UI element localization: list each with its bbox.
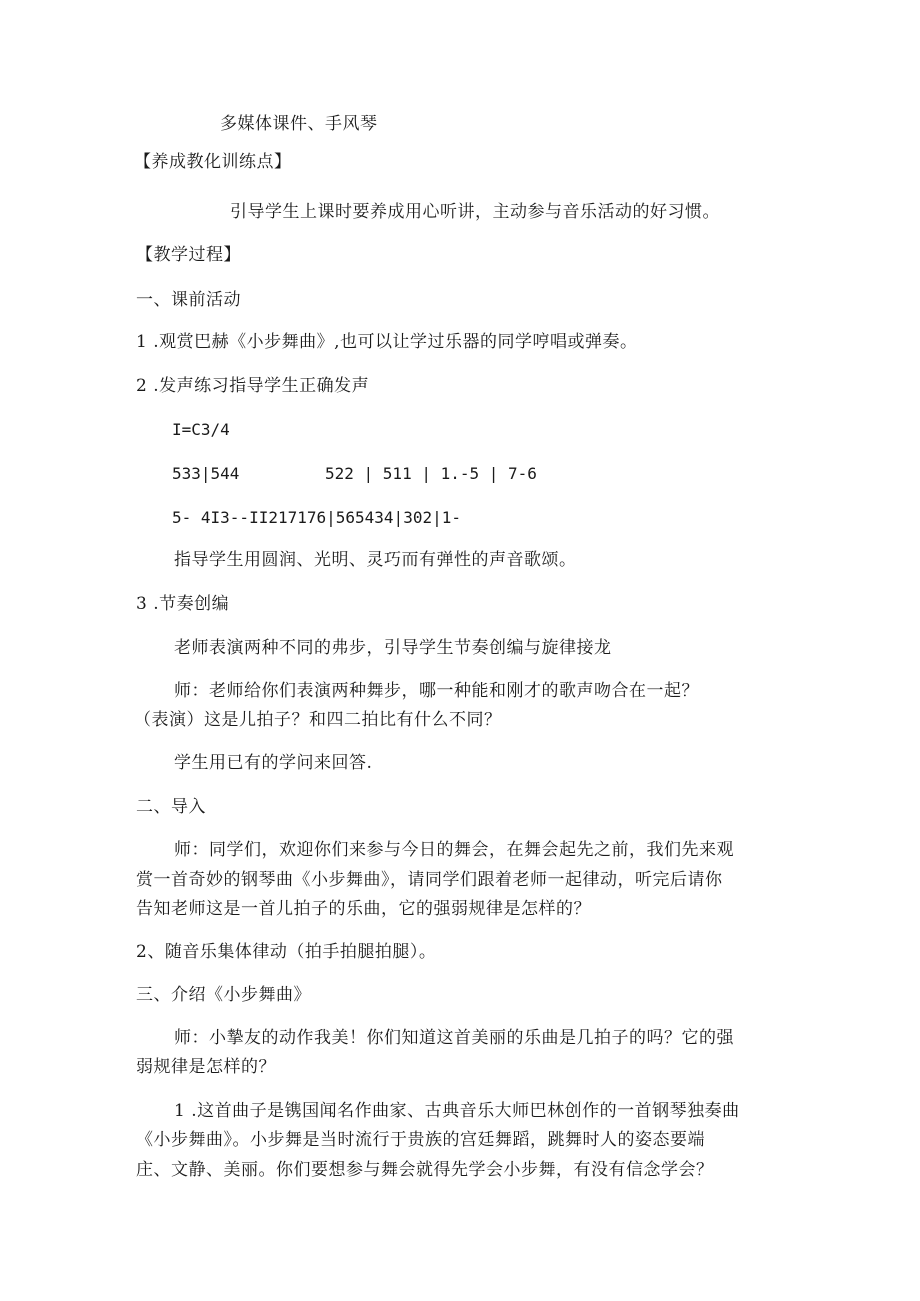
materials-line: 多媒体课件、手风琴 — [220, 114, 378, 134]
rhythm-text: 老师表演两种不同的弗步，引导学生节奏创编与旋律接龙 — [174, 638, 612, 658]
section3-item1-line1: 1 .这首曲子是镌国闻名作曲家、古典音乐大师巴林创作的一首钢琴独奏曲 — [174, 1101, 740, 1121]
habit-heading: 【养成教化训练点】 — [134, 152, 292, 172]
section1-title: 一、课前活动 — [136, 290, 241, 310]
section2-teacher-line2: 赏一首奇妙的钢琴曲《小步舞曲》，请同学们跟着老师一起律动，听完后请你 — [136, 870, 723, 890]
notation-line1-part2: 522 | 511 | 1.-5 | 7-6 — [325, 464, 537, 483]
section2-item2: 2、随音乐集体律动（拍手拍腿拍腿）。 — [136, 942, 437, 962]
section2-teacher-line3: 告知老师这是一首儿拍子的乐曲，它的强弱规律是怎样的？ — [136, 899, 591, 919]
habit-text: 引导学生上课时要养成用心听讲，主动参与音乐活动的好习惯。 — [230, 202, 720, 222]
notation-line2: 5- 4I3--II217176|565434|302|1- — [172, 508, 461, 527]
section1-item3: 3 .节奏创编 — [136, 594, 230, 614]
section3-item1-line2: 《小步舞曲》。小步舞是当时流行于贵族的宫廷舞蹈，跳舞时人的姿态要端 — [136, 1130, 705, 1150]
teacher-question-line2: （表演）这是儿拍子？和四二拍比有什么不同？ — [134, 710, 502, 730]
teacher-question-line1: 师：老师给你们表演两种舞步，哪一种能和刚才的歌声吻合在一起？ — [174, 681, 699, 701]
section3-item1-line3: 庄、文静、美丽。你们要想参与舞会就得先学会小步舞，有没有信念学会？ — [136, 1160, 714, 1180]
section3-teacher-line1: 师：小摯友的动作我美！你们知道这首美丽的乐曲是几拍子的吗？它的强 — [174, 1028, 734, 1048]
section3-title: 三、介绍《小步舞曲》 — [136, 985, 311, 1005]
section3-teacher-line2: 弱规律是怎样的？ — [136, 1057, 276, 1077]
section2-teacher-line1: 师：同学们，欢迎你们来参与今日的舞会，在舞会起先之前，我们先来观 — [174, 840, 734, 860]
section2-title: 二、导入 — [136, 797, 206, 817]
notation-line1-part1: 533|544 — [172, 464, 240, 483]
section1-item2: 2 .发声练习指导学生正确发声 — [136, 376, 370, 396]
key-signature: I=C3/4 — [172, 420, 230, 439]
section1-item1: 1 .观赏巴赫《小步舞曲》,也可以让学过乐器的同学哼唱或弹奏。 — [136, 332, 638, 352]
student-answer: 学生用已有的学问来回答. — [174, 753, 373, 773]
process-heading: 【教学过程】 — [136, 245, 241, 265]
singing-guide: 指导学生用圆润、光明、灵巧而有弹性的声音歌颂。 — [174, 550, 577, 570]
